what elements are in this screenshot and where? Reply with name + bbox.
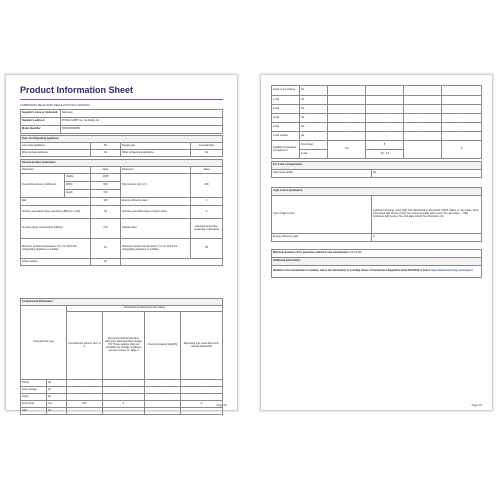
row-label: 2-star section — [272, 132, 300, 141]
row-label: Wine storage — [21, 387, 47, 394]
width-label: Width — [65, 182, 91, 190]
row-defrost: - — [442, 123, 482, 132]
type-header: Type of refrigerating appliance: — [21, 136, 223, 143]
row-volume: - — [67, 408, 103, 415]
row-temp: - — [366, 105, 404, 114]
variable-freezing: 3.6 — [385, 151, 390, 155]
guarantee-cell — [272, 250, 482, 258]
total-volume-label: Total volume (dm³ or l) — [121, 174, 191, 198]
min-temp-value: 10 — [91, 239, 121, 259]
variable-freeze-cell — [366, 150, 404, 159]
defrosting-type-head: Defrosting type (auto-defrost=A, manual defrost=M) — [181, 312, 223, 380]
row-volume: - — [67, 387, 103, 394]
row-yesno: No — [47, 408, 67, 415]
additional-header: Additional information: — [272, 258, 482, 266]
row-yesno: No — [300, 105, 328, 114]
dimensions-label: Overall dimensions (millimetre) — [21, 174, 65, 198]
row-yesno: No — [47, 387, 67, 394]
row-yesno: Yes — [47, 401, 67, 408]
row-temp: - — [366, 132, 404, 141]
variable-sub1: Fresh food — [300, 141, 328, 150]
fast-freeze-value: No — [372, 170, 482, 178]
row-label: Chill — [21, 408, 47, 415]
value-head-2: Value — [191, 167, 223, 174]
table-row — [272, 132, 482, 141]
light-header: Light source parameters: — [272, 188, 482, 196]
row-defrost: - — [442, 132, 482, 141]
noise-class-label: Airborne acoustical noise emission class — [121, 206, 191, 219]
table-row — [272, 96, 482, 105]
sheet-title: Product Information Sheet — [20, 85, 134, 95]
height-label: Height — [65, 174, 91, 182]
variable-temp-fresh: 8 — [366, 141, 404, 150]
row-yesno: No — [300, 114, 328, 123]
variable-empty — [404, 141, 442, 159]
light-table — [271, 187, 482, 242]
row-volume: - — [67, 394, 103, 401]
row-label: 3-star — [272, 114, 300, 123]
regulation-line: COMMISSION DELEGATED REGULATION (EU) 2019/2016 — [20, 104, 90, 107]
row-freeze: - — [404, 123, 442, 132]
supplier-address-label: Supplier's address: — [21, 118, 61, 126]
low-noise-label: Low-noise appliance — [21, 143, 91, 150]
row-defrost: - — [181, 408, 223, 415]
row-temp: - — [366, 86, 404, 96]
row-volume: 227 — [67, 401, 103, 408]
freezing-capacity-head: Freezing capacity (kg/24h) — [145, 312, 181, 380]
general-params-table — [20, 159, 223, 266]
page-number: Page 1/2 — [216, 404, 227, 407]
eei-label: EEI — [21, 198, 91, 206]
light-type-value: Lighting technology used: LED, Non-directional or directional: NDLS, Mains or non-mains: MLS, Connected light source (CLS): No, Colour-tuneable light source: No, Envelope: -, High luminance light source: No, Anti-glare shield: No, Dimmable: No — [372, 196, 482, 234]
param-head-1: Parameter — [21, 167, 91, 174]
supplier-address-value: PO Box 12987 n/a, n/a Dublin, IE — [61, 118, 223, 126]
winter-label: Winter setting — [21, 259, 91, 266]
fast-freeze-label: Fast freeze facility — [272, 170, 372, 178]
row-temp: - — [103, 408, 145, 415]
row-defrost: - — [442, 105, 482, 114]
guarantee-value: 24 months — [350, 251, 362, 255]
row-defrost: - — [181, 394, 223, 401]
light-class-value: G — [372, 234, 482, 242]
supplier-name-value: Samsung — [61, 110, 223, 118]
row-freeze: - — [145, 394, 181, 401]
variable-sub2: 4-star — [300, 150, 328, 159]
light-class-label: Energy efficiency class — [272, 234, 372, 242]
wine-storage-value: No — [91, 150, 121, 157]
min-temp-label: Minimum ambient temperature (°C), for which the refrigerating appliance is suitable — [21, 239, 91, 259]
row-temp: - — [366, 114, 404, 123]
row-temp: - — [103, 394, 145, 401]
guarantee-label: Minimum duration of the guarantee offered by the manufacturer: — [273, 251, 350, 255]
energy-class-label: Energy efficiency class — [121, 198, 191, 206]
recommended-temp-head: Recommended temperature setting for optimised food storage (°C) These settings shall not contradict the storage conditions set out in Annex IV, Table 3 — [103, 312, 145, 380]
wine-storage-label: Wine storage appliance — [21, 150, 91, 157]
low-noise-value: No — [91, 143, 121, 150]
row-volume: - — [328, 132, 366, 141]
row-label: 2-star — [272, 105, 300, 114]
row-temp: - — [103, 387, 145, 394]
noise-class-value: C — [191, 206, 223, 219]
row-defrost: - — [442, 86, 482, 96]
volume-head: Compartment volume (dm³ or l) — [67, 312, 103, 380]
depth-value: 672 — [91, 190, 121, 198]
row-defrost: A — [181, 401, 223, 408]
noise-label: Airborne acoustical noise emissions (dB(A) re 1 pW) — [21, 206, 91, 219]
table-row — [272, 86, 482, 96]
row-label: 0-star or ice-making — [272, 86, 300, 96]
compartment-type-head: Compartment type — [21, 306, 67, 380]
fourstar-header: For 4-star compartments — [272, 162, 482, 170]
row-temp: - — [366, 123, 404, 132]
row-yesno: No — [300, 86, 328, 96]
row-defrost: - — [181, 380, 223, 387]
row-freeze: - — [145, 401, 181, 408]
depth-label: Depth — [65, 190, 91, 198]
model-label: Model identifier: — [21, 126, 61, 134]
row-freeze: - — [404, 96, 442, 105]
variable-compartment-label: Variable temperature compartment — [272, 141, 300, 159]
row-label: 1-star — [272, 96, 300, 105]
winter-value: No — [91, 259, 121, 266]
other-appliance-value: No — [191, 150, 223, 157]
row-freeze: - — [404, 86, 442, 96]
variable-temp-star: -19 — [379, 151, 384, 155]
compartment-group-head: Compartment parameters and values — [67, 306, 223, 312]
general-header: General product parameters: — [21, 160, 223, 167]
weblink-text: Weblink to the manufacturer's website, where the information in point4(a) Annex of Commission Regulation (EU) 2019/2019 is found: — [273, 269, 431, 273]
table-row — [21, 408, 223, 415]
table-row — [21, 387, 223, 394]
row-volume: - — [328, 105, 366, 114]
table-row — [272, 123, 482, 132]
table-row — [21, 394, 223, 401]
light-type-label: Type of light source — [272, 196, 372, 234]
row-yesno: No — [47, 394, 67, 401]
param-head-2: Parameter — [121, 167, 191, 174]
row-freeze: - — [145, 387, 181, 394]
compartment-header: Compartment Parameters: — [21, 299, 223, 306]
row-volume: - — [67, 380, 103, 387]
page-2 — [261, 75, 492, 410]
compartment-table — [20, 298, 223, 415]
row-defrost: - — [181, 387, 223, 394]
other-appliance-label: Other refrigerating appliance — [121, 150, 191, 157]
table-row — [21, 380, 223, 387]
empty-cell — [121, 259, 223, 266]
noise-value: 40 — [91, 206, 121, 219]
total-volume-value: 299 — [191, 174, 223, 198]
eei-value: 125 — [91, 198, 121, 206]
energy-class-value: F — [191, 198, 223, 206]
star-compartment-table — [271, 85, 482, 159]
row-label: Pantry — [21, 380, 47, 387]
row-volume: - — [328, 123, 366, 132]
height-value: 1635 — [91, 174, 121, 182]
table-row — [272, 114, 482, 123]
row-label: Cellar — [21, 394, 47, 401]
guarantee-table — [271, 249, 482, 278]
max-temp-label: Maximum ambient temperature (°C), for which the refrigerating appliance is suitable — [121, 239, 191, 259]
row-yesno: No — [47, 380, 67, 387]
type-table — [20, 135, 223, 157]
row-freeze: - — [145, 380, 181, 387]
climate-class-label: Climate class — [121, 219, 191, 239]
row-yesno: No — [300, 132, 328, 141]
row-freeze: - — [404, 132, 442, 141]
table-row — [21, 401, 223, 408]
row-volume: - — [328, 96, 366, 105]
row-volume: - — [328, 114, 366, 123]
row-freeze: - — [145, 408, 181, 415]
row-freeze: - — [404, 114, 442, 123]
variable-defrost: A — [442, 141, 482, 159]
supplier-name-label: Supplier's name or trademark: — [21, 110, 61, 118]
row-volume: - — [328, 86, 366, 96]
design-type-label: Design type — [121, 143, 191, 150]
row-temp: 0 — [103, 401, 145, 408]
annual-energy-value: 270 — [91, 219, 121, 239]
climate-class-value: extended temperate, temperate, subtropical — [191, 219, 223, 239]
variable-yes: Yes — [328, 141, 366, 159]
weblink-url[interactable]: https://www.samsung.com/support — [431, 269, 473, 273]
max-temp-value: 38 — [191, 239, 223, 259]
value-head-1: Value — [91, 167, 121, 174]
table-row — [272, 105, 482, 114]
row-defrost: - — [442, 96, 482, 105]
row-freeze: - — [404, 105, 442, 114]
row-yesno: No — [300, 96, 328, 105]
fourstar-table — [271, 161, 482, 178]
title-underline — [20, 99, 223, 100]
row-temp: - — [366, 96, 404, 105]
supplier-table — [20, 109, 223, 134]
row-defrost: - — [442, 114, 482, 123]
design-type-value: Freestanding — [191, 143, 223, 150]
row-temp: - — [103, 380, 145, 387]
row-yesno: No — [300, 123, 328, 132]
width-value: 600 — [91, 182, 121, 190]
page-1 — [6, 75, 237, 410]
row-label: Fresh food — [21, 401, 47, 408]
row-label: 4-star — [272, 123, 300, 132]
page-number: Page 2/2 — [471, 404, 482, 407]
annual-energy-label: Annual energy consumption (kWh/a) — [21, 219, 91, 239]
model-value: RT29K5030WW — [61, 126, 223, 134]
weblink-cell — [272, 266, 482, 278]
